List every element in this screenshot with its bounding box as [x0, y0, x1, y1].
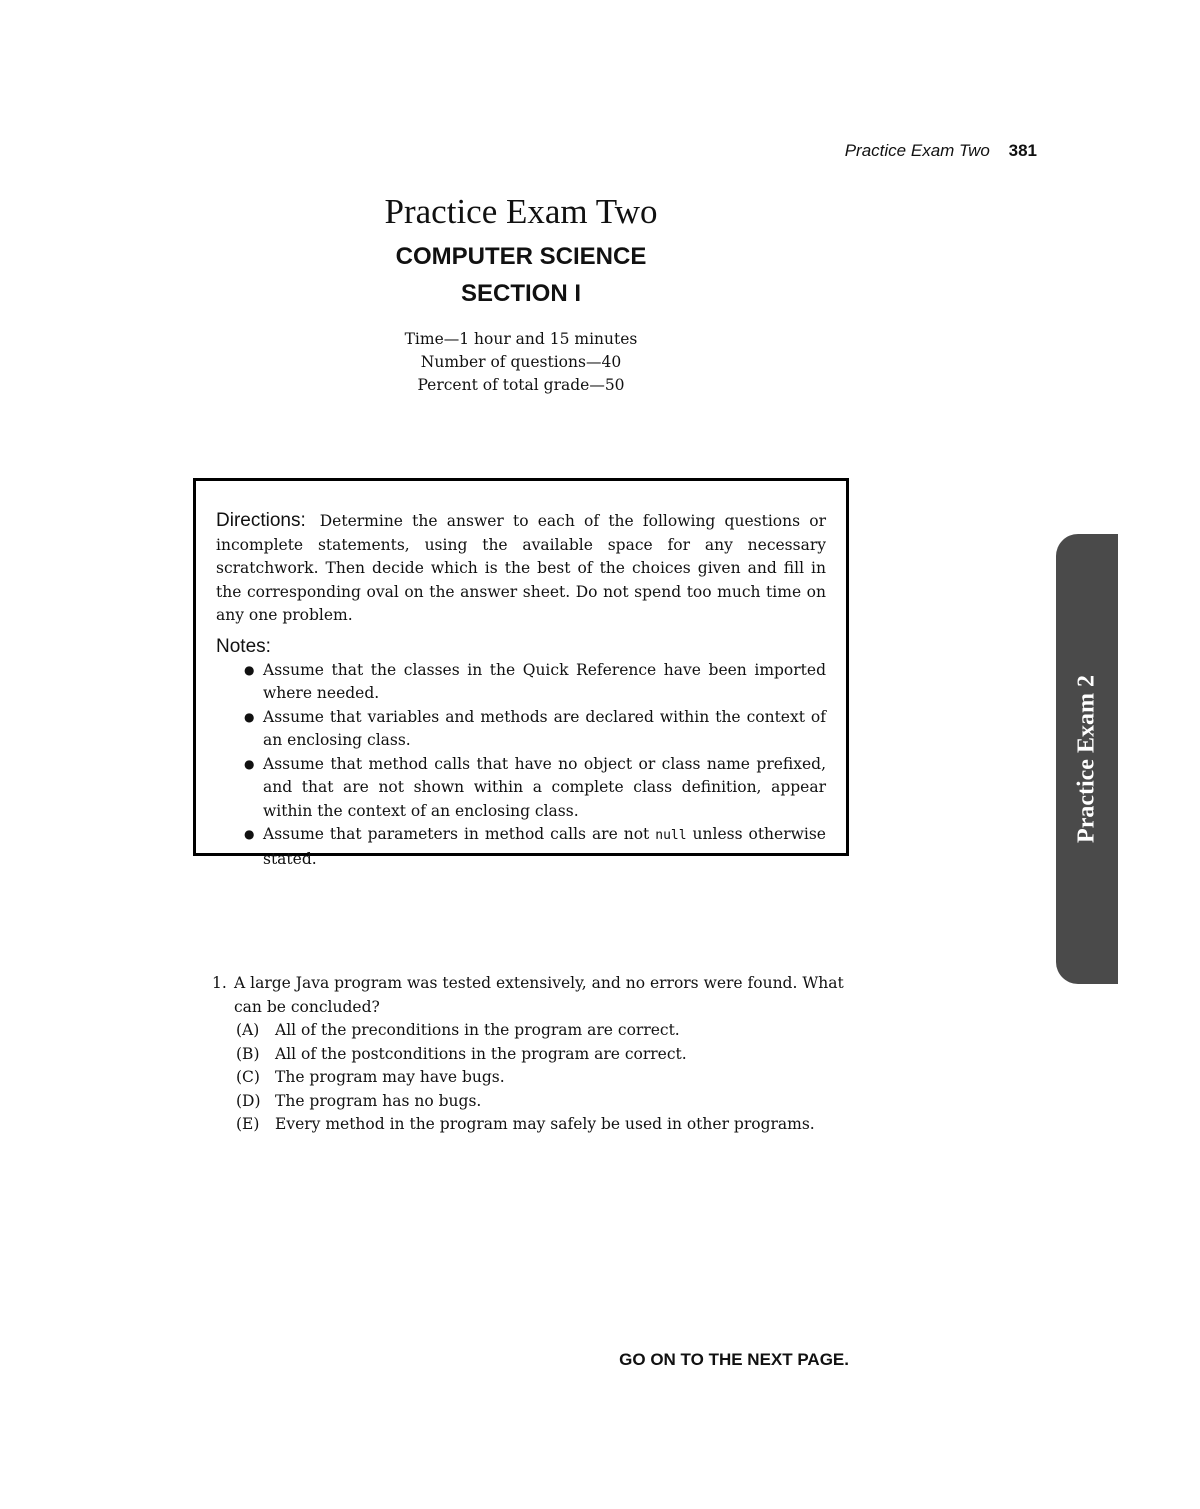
next-page-footer: GO ON TO THE NEXT PAGE.	[619, 1350, 849, 1369]
choice-text: All of the preconditions in the program are correct.	[275, 1021, 680, 1039]
note-text-before: Assume that parameters in method calls are not	[263, 825, 650, 843]
choice-text: Every method in the program may safely be used in other programs.	[275, 1115, 815, 1133]
note-text: Assume that method calls that have no object or class name prefixed, and that are not shown within a complete class definition, appear within the context of an enclosing class.	[263, 754, 826, 820]
note-item	[216, 706, 826, 753]
note-item	[216, 659, 826, 706]
note-item	[216, 753, 826, 824]
directions-text: Determine the answer to each of the following questions or incomplete statements, using the available space for any necessary scratchwork. Then decide which is the best of the choices given and fill in the corresponding oval on the answer sheet. Do not spend too much time on any one problem.	[216, 512, 826, 624]
question-stem	[212, 972, 852, 1019]
exam-meta	[193, 328, 849, 397]
question-number: 1.	[212, 974, 227, 992]
answer-choice	[212, 1090, 852, 1114]
side-tab	[1056, 534, 1118, 984]
directions-label: Directions:	[216, 510, 306, 531]
answer-choice	[212, 1113, 852, 1137]
page-number: 381	[1008, 141, 1037, 160]
running-head	[845, 141, 1037, 161]
answer-choices	[212, 1019, 852, 1137]
null-keyword: null	[655, 828, 687, 843]
directions-box	[193, 478, 849, 868]
question-count: Number of questions—40	[420, 353, 622, 371]
question-text: A large Java program was tested extensively, and no errors were found. What can be concluded?	[234, 974, 844, 1016]
answer-choice	[212, 1066, 852, 1090]
running-head-title: Practice Exam Two	[844, 141, 990, 160]
time-limit: Time—1 hour and 15 minutes	[404, 330, 638, 348]
page-title: Practice Exam Two	[384, 192, 658, 231]
choice-text: The program has no bugs.	[275, 1091, 482, 1110]
answer-choice	[212, 1019, 852, 1043]
bullet-icon: ●	[244, 709, 255, 724]
bullet-icon: ●	[244, 756, 255, 771]
choice-letter: (B)	[236, 1044, 260, 1063]
section-heading: SECTION I	[460, 280, 581, 307]
choice-letter: (E)	[236, 1115, 260, 1133]
note-text-after: unless otherwise stated.	[263, 825, 826, 868]
note-text: Assume that the classes in the Quick Reference have been imported where needed.	[263, 660, 826, 702]
note-item	[216, 823, 826, 871]
side-tab-label: Practice Exam 2	[1073, 675, 1100, 843]
choice-letter: (A)	[236, 1021, 260, 1039]
note-text: Assume that variables and methods are declared within the context of an enclosing class.	[263, 707, 826, 749]
question-1	[212, 972, 852, 1137]
choice-letter: (C)	[236, 1068, 260, 1086]
answer-choice	[212, 1043, 852, 1067]
choice-letter: (D)	[236, 1091, 261, 1110]
subject-heading: COMPUTER SCIENCE	[395, 243, 647, 270]
notes-list	[216, 659, 826, 872]
bullet-icon: ●	[244, 827, 255, 841]
title-block	[193, 190, 849, 397]
grade-percent: Percent of total grade—50	[417, 376, 625, 394]
bullet-icon: ●	[244, 662, 255, 677]
choice-text: All of the postconditions in the program are correct.	[275, 1044, 687, 1063]
notes-label: Notes:	[216, 635, 271, 657]
choice-text: The program may have bugs.	[275, 1068, 505, 1086]
directions-paragraph	[216, 509, 826, 628]
